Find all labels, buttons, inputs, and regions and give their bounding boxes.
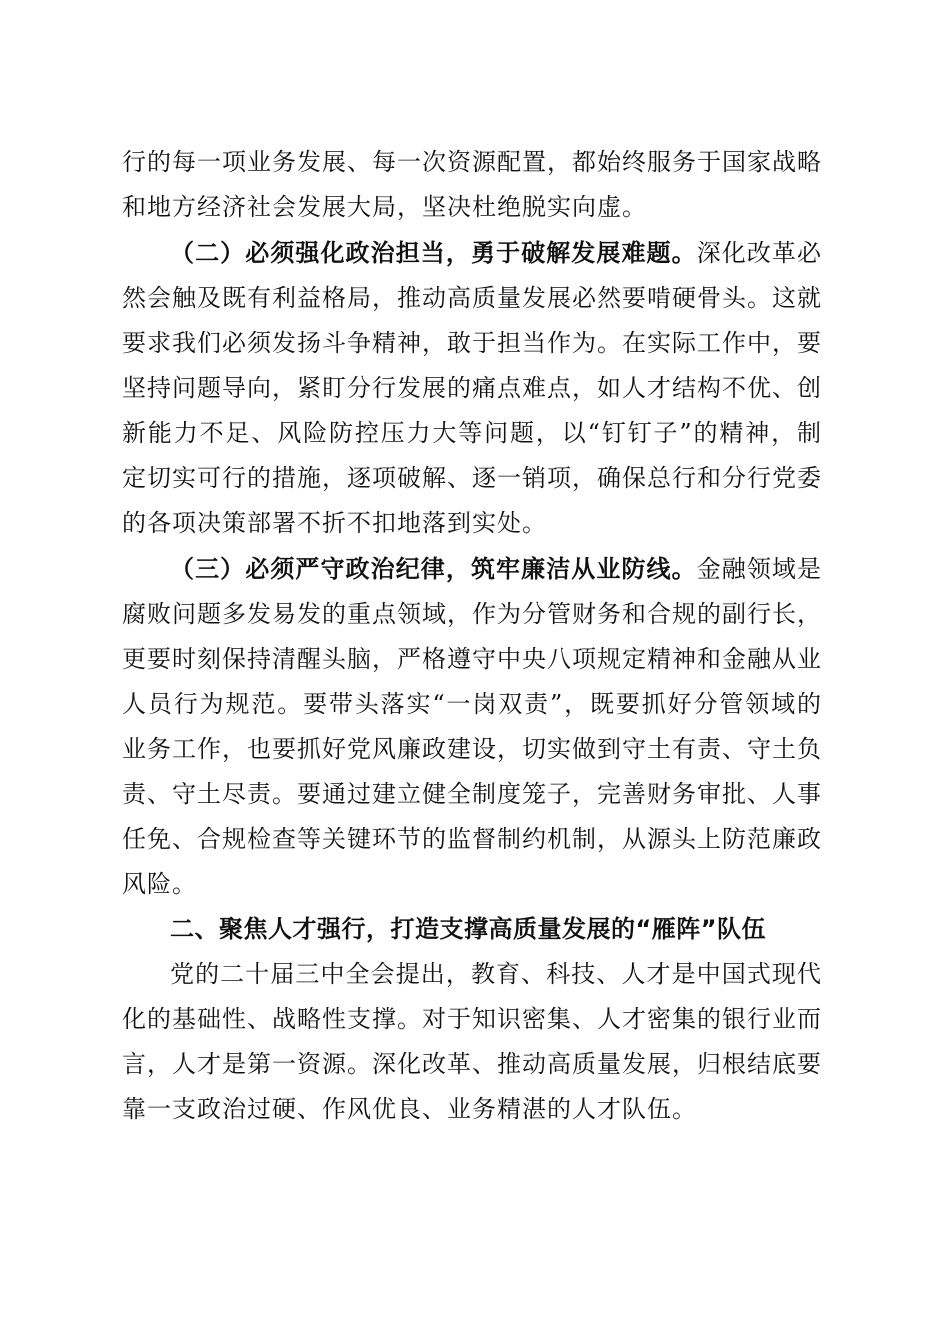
subsection-body-2: 深化改革必然会触及既有利益格局，推动高质量发展必然要啃硬骨头。这就要求我们必须发扬斗争精神，敢于担当作为。在实际工作中，要坚持问题导向，紧盯分行发展的痛点难点，如人才结构不优、创新能力不足、风险防控压力大等问题，以“钉钉子”的精神，制定切实可行的措施，逐项破解、逐一销项，确保总行和分行党委的各项决策部署不折不扣地落到实处。 xyxy=(122,239,823,537)
subsection-lead-3: （三）必须严守政治纪律，筑牢廉洁从业防线。 xyxy=(170,554,697,583)
section-intro-paragraph: 党的二十届三中全会提出，教育、科技、人才是中国式现代化的基础性、战略性支撑。对于知识密集、人才密集的银行业而言，人才是第一资源。深化改革、推动高质量发展，归根结底要靠一支政治过硬、作风优良、业务精湛的人才队伍。 xyxy=(122,960,822,1123)
subsection-lead-2: （二）必须强化政治担当，勇于破解发展难题。 xyxy=(170,238,697,267)
paragraph-text: 行的每一项业务发展、每一次资源配置，都始终服务于国家战略和地方经济社会发展大局，坚决杜绝脱实向虚。 xyxy=(122,148,822,221)
document-body xyxy=(122,140,822,1132)
subsection-body-3: 金融领域是腐败问题多发易发的重点领域，作为分管财务和合规的副行长，更要时刻保持清醒头脑，严格遵守中央八项规定精神和金融从业人员行为规范。要带头落实“一岗双责”，既要抓好分管领域的业务工作，也要抓好党风廉政建设，切实做到守土有责、守土负责、守土尽责。要通过建立健全制度笼子，完善财务审批、人事任免、合规检查等关键环节的监督制约机制，从源头上防范廉政风险。 xyxy=(122,555,823,898)
subsection-paragraph-3 xyxy=(122,546,822,907)
continued-paragraph xyxy=(122,140,822,230)
section-heading: 二、聚焦人才强行，打造支撑高质量发展的“雁阵”队伍 xyxy=(170,915,767,943)
subsection-paragraph-2 xyxy=(122,230,822,546)
